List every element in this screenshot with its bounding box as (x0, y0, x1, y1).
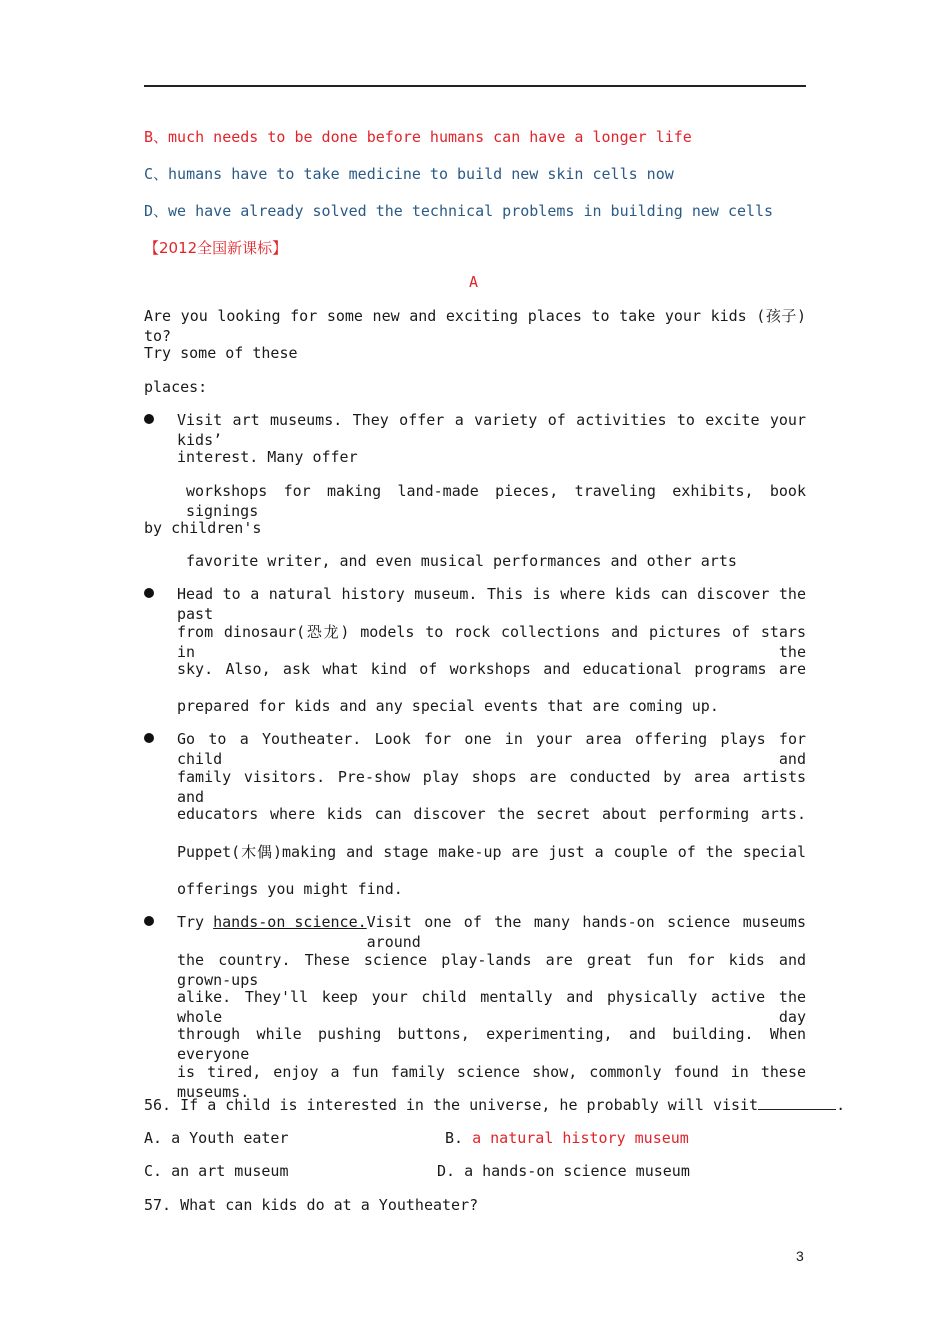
b4-line-4: through while pushing buttons, experimenting, and building. When everyone (177, 1025, 806, 1063)
b3-line-1: Go to a Youtheater. Look for one in your area offering plays for child and (177, 730, 806, 768)
b1-line-4: by children's (144, 519, 262, 537)
b1-line-1: Visit art museums. They offer a variety of activities to excite your kids’ (177, 411, 806, 449)
q56-option-a: A. a Youth eater (144, 1129, 289, 1147)
b4-line-1-pre: Try (177, 913, 214, 931)
b2-line-2: from dinosaur(恐龙) models to rock collections and pictures of stars in the (177, 623, 806, 661)
b3-line-3: educators where kids can discover the secret about performing arts. (177, 805, 806, 823)
b4-line-2: the country. These science play-lands are great fun for kids and grown-ups (177, 951, 806, 989)
q57-stem: 57. What can kids do at a Youtheater? (144, 1196, 479, 1214)
passage-letter: A (469, 273, 479, 291)
intro-line-3: places: (144, 378, 208, 396)
option-b-prev: B、much needs to be done before humans can have a longer life (144, 128, 692, 146)
b2-line-4: prepared for kids and any special events that are coming up. (177, 697, 719, 715)
q56-answer-blank[interactable] (758, 1095, 836, 1110)
bullet-dot-3 (144, 733, 154, 743)
b4-line-1 (177, 912, 806, 952)
b4-line-3: alike. They'll keep your child mentally and physically active the whole day (177, 988, 806, 1026)
b2-line-1: Head to a natural history museum. This is where kids can discover the past (177, 585, 806, 623)
b1-line-2: interest. Many offer (177, 448, 358, 466)
q56-stem-end: . (836, 1096, 846, 1114)
q56-option-b (445, 1128, 689, 1148)
b1-line-3: workshops for making land-made pieces, traveling exhibits, book signings (186, 482, 806, 520)
b1-line-5: favorite writer, and even musical performances and other arts (186, 552, 737, 570)
b3-line-4: Puppet(木偶)making and stage make-up are just a couple of the special (177, 843, 806, 861)
q56-option-b-text: a natural history museum (472, 1129, 689, 1147)
b4-line-5: is tired, enjoy a fun family science show, commonly found in these museums. (177, 1063, 806, 1101)
header-rule (144, 85, 806, 87)
q56-stem-line (144, 1095, 845, 1115)
intro-line-2: Try some of these (144, 344, 298, 362)
intro-line-1: Are you looking for some new and exciting places to take your kids (孩子) to? (144, 307, 806, 345)
page-number: 3 (796, 1248, 804, 1264)
option-d-prev: D、we have already solved the technical problems in building new cells (144, 202, 774, 220)
option-c-prev: C、humans have to take medicine to build new skin cells now (144, 165, 674, 183)
b2-line-3: sky. Also, ask what kind of workshops and educational programs are (177, 660, 806, 678)
hands-on-science-phrase: hands-on science. (213, 913, 367, 931)
q56-option-b-label: B. (445, 1129, 464, 1147)
b3-line-2: family visitors. Pre-show play shops are conducted by area artists and (177, 768, 806, 806)
q56-stem: 56. If a child is interested in the universe, he probably will visit (144, 1096, 759, 1114)
b4-line-1-post: Visit one of the many hands-on science museums around (366, 913, 806, 951)
q56-option-d: D. a hands-on science museum (437, 1162, 690, 1180)
q56-option-c: C. an art museum (144, 1162, 289, 1180)
b3-line-5: offerings you might find. (177, 880, 403, 898)
bullet-dot-1 (144, 414, 154, 424)
bullet-dot-2 (144, 588, 154, 598)
section-tag: 【2012全国新课标】 (144, 239, 288, 257)
bullet-dot-4 (144, 916, 154, 926)
